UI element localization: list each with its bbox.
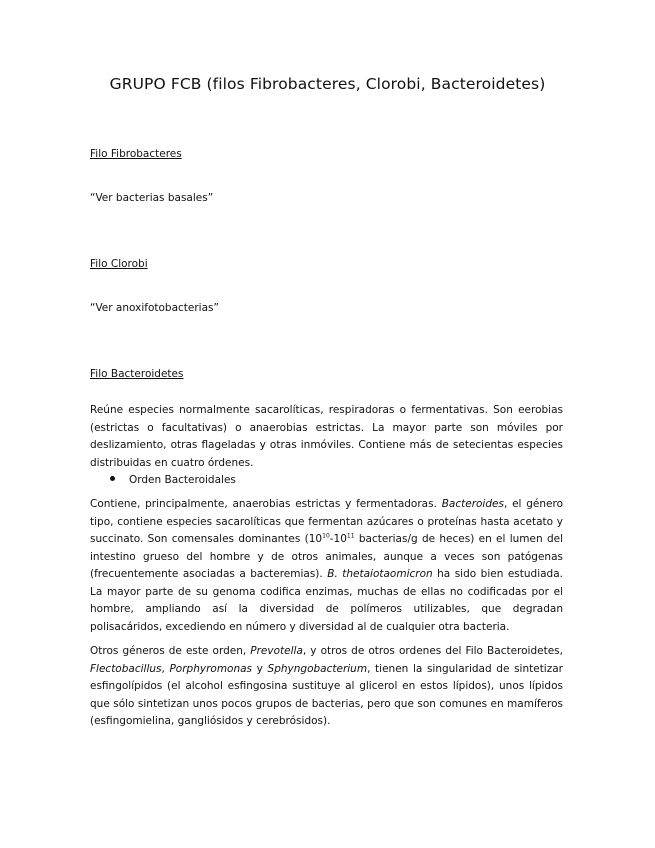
page-title: GRUPO FCB (filos Fibrobacteres, Clorobi, Bacteroidetes) <box>109 75 546 93</box>
species-b-thetaiotaomicron: B. thetaiotaomicron <box>327 568 433 580</box>
heading-fibrobacteres: Filo Fibrobacteres <box>90 148 182 160</box>
heading-clorobi: Filo Clorobi <box>90 258 148 270</box>
paragraph-bacteroidales-description: Contiene, principalmente, anaerobias estrictas y fermentadoras. Bacteroides, el género tipo, contiene especies sacarolíticas que fermentan azúcares o proteínas hasta acetato y succinato. Son comensales dominantes ($10^{10}-10^{11}$ bacterias/g de heces) en el lumen del intestino grueso del hombre y de otros animales, aunque a veces son patógenas (frecuentemente asociadas a bacteremias). B. thetaiotaomicron ha sido bien estudiada. La mayor parte de su genoma codifica enzimas, muchas de ellas no codificadas por el hombre, ampliando así la diversidad de polímeros utilizables, que degradan polisacáridos, excediendo en número y diversidad al de cualquier otra bacteria. <box>90 498 563 633</box>
bullet-label: Orden Bacteroidales <box>129 474 236 486</box>
note-clorobi: “Ver anoxifotobacterias” <box>90 302 219 314</box>
bullet-orden-bacteroidales <box>110 474 236 486</box>
genus-bacteroides: Bacteroides <box>441 498 504 510</box>
genus-prevotella: Prevotella <box>250 645 303 657</box>
note-fibrobacteres: “Ver bacterias basales” <box>90 192 214 204</box>
genus-sphyngobacterium: Sphyngobacterium <box>267 662 368 675</box>
bullet-dot-icon <box>110 476 115 481</box>
paragraph-bacteroidetes-intro: Reúne especies normalmente sacarolíticas, respiradoras o fermentativas. Son eerobias (estrictas o facultativas) o anaerobias estrictas. La mayor parte son móviles por deslizamiento, otras flageladas y otras inmóviles. Contiene más de setecientas especies distribuidas en cuatro órdenes. <box>90 404 563 469</box>
heading-bacteroidetes: Filo Bacteroidetes <box>90 368 184 380</box>
genus-porphyromonas: Porphyromonas <box>169 662 253 675</box>
paragraph-other-genera: Otros géneros de este orden, Prevotella, y otros de otros ordenes del Filo Bacteroidetes, Flectobacillus, Porphyromonas y Sphyngobacterium, tienen la singularidad de sintetizar esfingolípidos (el alcohol esfingosina sustituye al glicerol en estos lípidos), unos lípidos que sólo sintetizan unos pocos grupos de bacterias, pero que son comunes en mamíferos (esfingomielina, gangliósidos y cerebrósidos). <box>90 645 563 727</box>
genus-flectobacillus: Flectobacillus <box>90 662 162 675</box>
